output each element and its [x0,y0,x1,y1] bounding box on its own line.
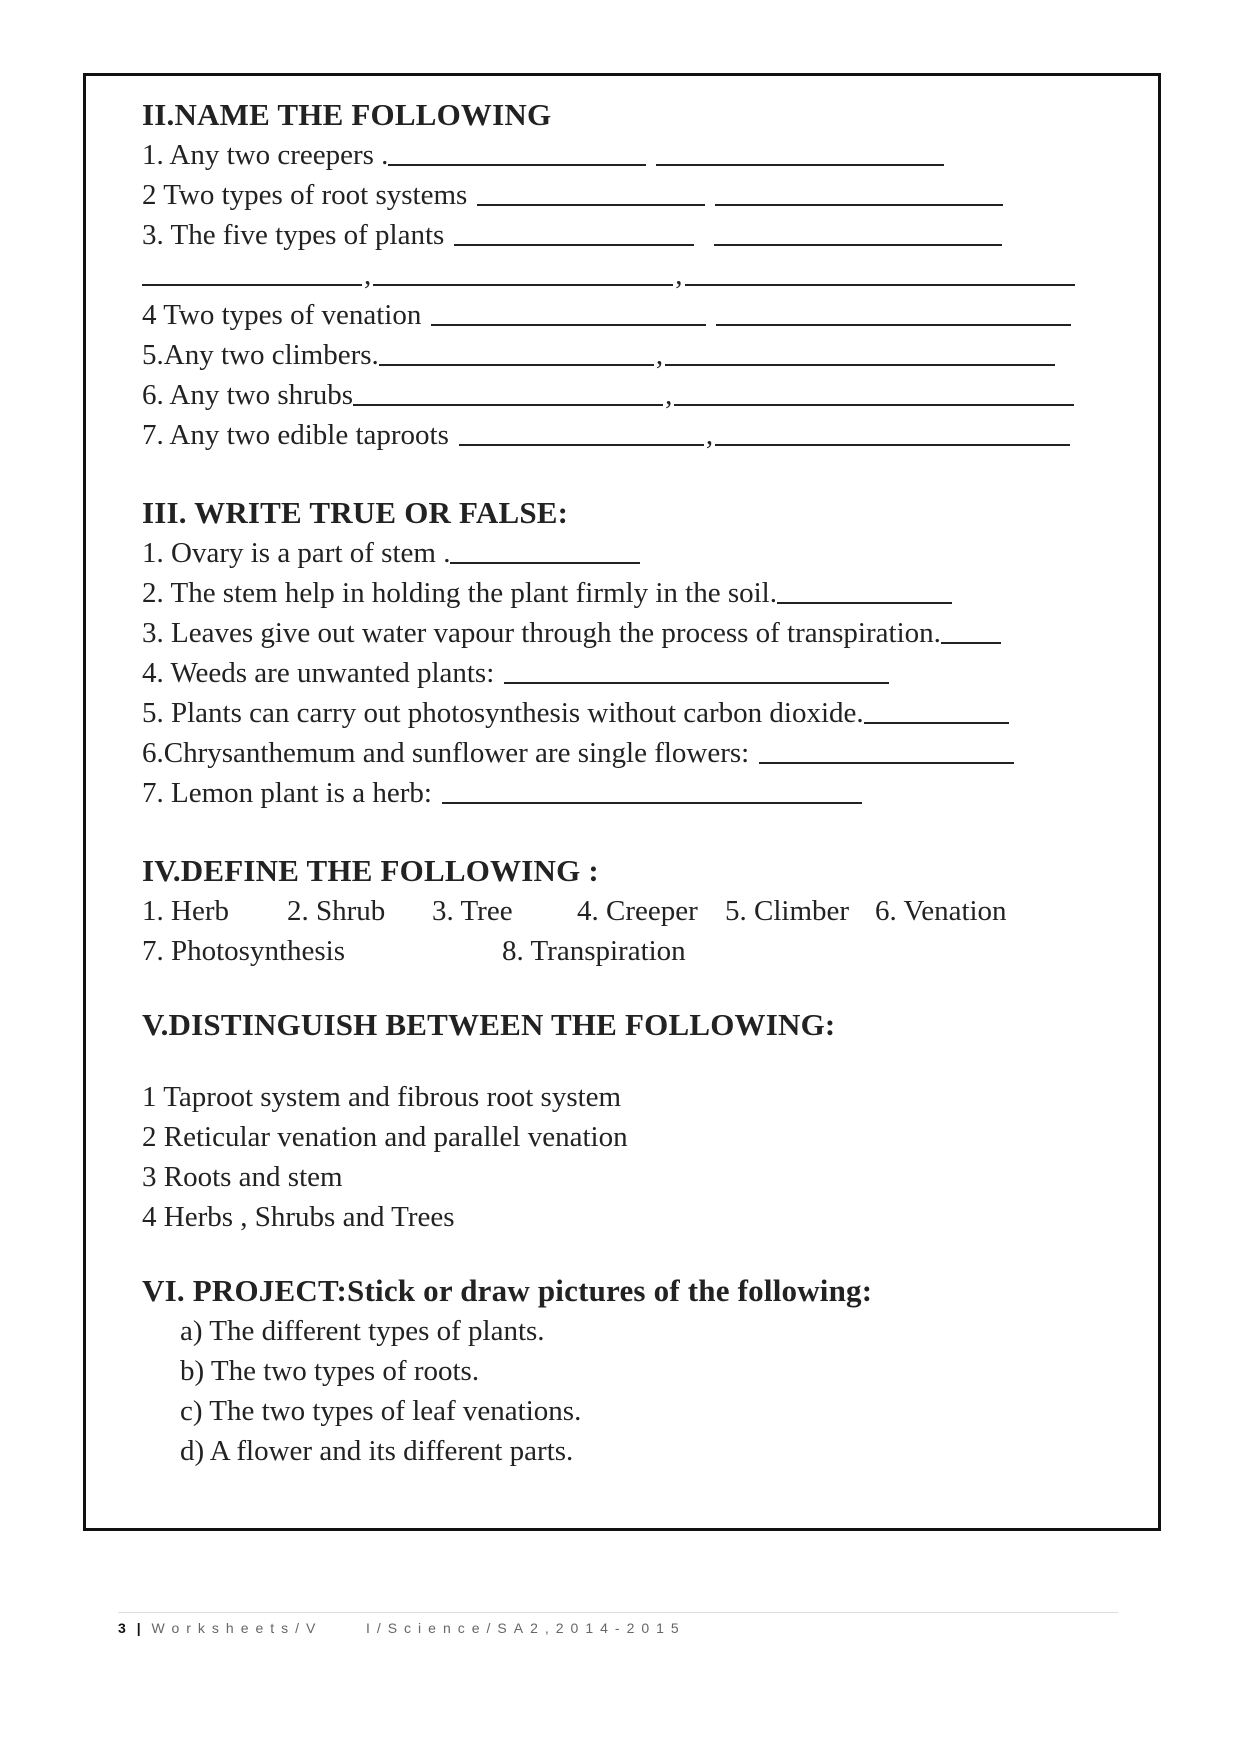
name-item-1: 1. Any two creepers . [142,135,1142,175]
name-item-7: 7. Any two edible taproots , [142,415,1142,455]
answer-blank[interactable] [142,283,362,286]
project-list [142,1311,1142,1471]
answer-blank[interactable] [442,801,862,804]
define-term: 7. Photosynthesis [142,935,346,967]
answer-blank[interactable] [777,601,952,604]
answer-blank[interactable] [714,243,1002,246]
answer-blank[interactable] [941,641,1001,644]
answer-blank[interactable] [373,283,673,286]
page-footer [118,1620,1118,1636]
section-6-heading: VI. PROJECT:Stick or draw pictures of the following: [142,1273,873,1308]
answer-blank[interactable] [759,761,1014,764]
define-term: 3. Tree [432,895,513,927]
section-5-heading: V.DISTINGUISH BETWEEN THE FOLLOWING: [142,1007,836,1042]
section-3-heading: III. WRITE TRUE OR FALSE: [142,495,569,530]
name-item-4: 4 Two types of venation [142,295,1142,335]
name-item-3: 3. The five types of plants [142,215,1142,255]
name-item-2: 2 Two types of root systems [142,175,1142,215]
answer-blank[interactable] [715,203,1003,206]
define-term: 4. Creeper [577,895,698,927]
answer-blank[interactable] [454,243,694,246]
answer-blank[interactable] [388,163,646,166]
true-false-item-7: 7. Lemon plant is a herb: [142,773,1142,813]
footer-separator: | [136,1620,141,1636]
answer-blank[interactable] [379,363,654,366]
answer-blank[interactable] [459,443,704,446]
answer-blank[interactable] [431,323,706,326]
answer-blank[interactable] [716,323,1071,326]
worksheet-content [142,95,1142,1471]
distinguish-item: 3 Roots and stem [142,1161,343,1193]
define-term: 6. Venation [875,895,1007,927]
define-term: 2. Shrub [287,895,386,927]
answer-blank[interactable] [450,561,640,564]
define-term: 8. Transpiration [502,935,686,967]
true-false-item-5: 5. Plants can carry out photosynthesis without carbon dioxide. [142,693,1142,733]
name-item-6: 6. Any two shrubs , [142,375,1142,415]
distinguish-item: 1 Taproot system and fibrous root system [142,1081,622,1113]
true-false-item-4: 4. Weeds are unwanted plants: [142,653,1142,693]
project-item: a) The different types of plants. [180,1315,545,1347]
define-term: 5. Climber [725,895,850,927]
define-terms-row-1 [142,891,1142,931]
section-4-heading: IV.DEFINE THE FOLLOWING : [142,853,599,888]
answer-blank[interactable] [353,403,663,406]
distinguish-item: 4 Herbs , Shrubs and Trees [142,1201,455,1233]
answer-blank[interactable] [864,721,1009,724]
true-false-item-2: 2. The stem help in holding the plant firmly in the soil. [142,573,1142,613]
true-false-item-3: 3. Leaves give out water vapour through the process of transpiration. [142,613,1142,653]
answer-blank[interactable] [504,681,889,684]
define-terms-row-2 [142,931,1142,971]
answer-blank[interactable] [656,163,944,166]
answer-blank[interactable] [477,203,705,206]
name-item-5: 5.Any two climbers. , [142,335,1142,375]
project-item: b) The two types of roots. [180,1355,480,1387]
answer-blank[interactable] [685,283,1075,286]
footer-divider [118,1612,1118,1613]
project-item: d) A flower and its different parts. [180,1435,574,1467]
define-term: 1. Herb [142,895,229,927]
name-item-3-continued: , , [142,255,1142,295]
answer-blank[interactable] [665,363,1055,366]
answer-blank[interactable] [715,443,1070,446]
distinguish-item: 2 Reticular venation and parallel venation [142,1121,628,1153]
true-false-item-1: 1. Ovary is a part of stem . [142,533,1142,573]
footer-text: Worksheets/V I/Science/SA2,2014-2015 [151,1620,686,1636]
section-2-heading: II.NAME THE FOLLOWING [142,97,552,132]
true-false-item-6: 6.Chrysanthemum and sunflower are single flowers: [142,733,1142,773]
answer-blank[interactable] [674,403,1074,406]
page-number: 3 [118,1620,126,1636]
project-item: c) The two types of leaf venations. [180,1395,582,1427]
